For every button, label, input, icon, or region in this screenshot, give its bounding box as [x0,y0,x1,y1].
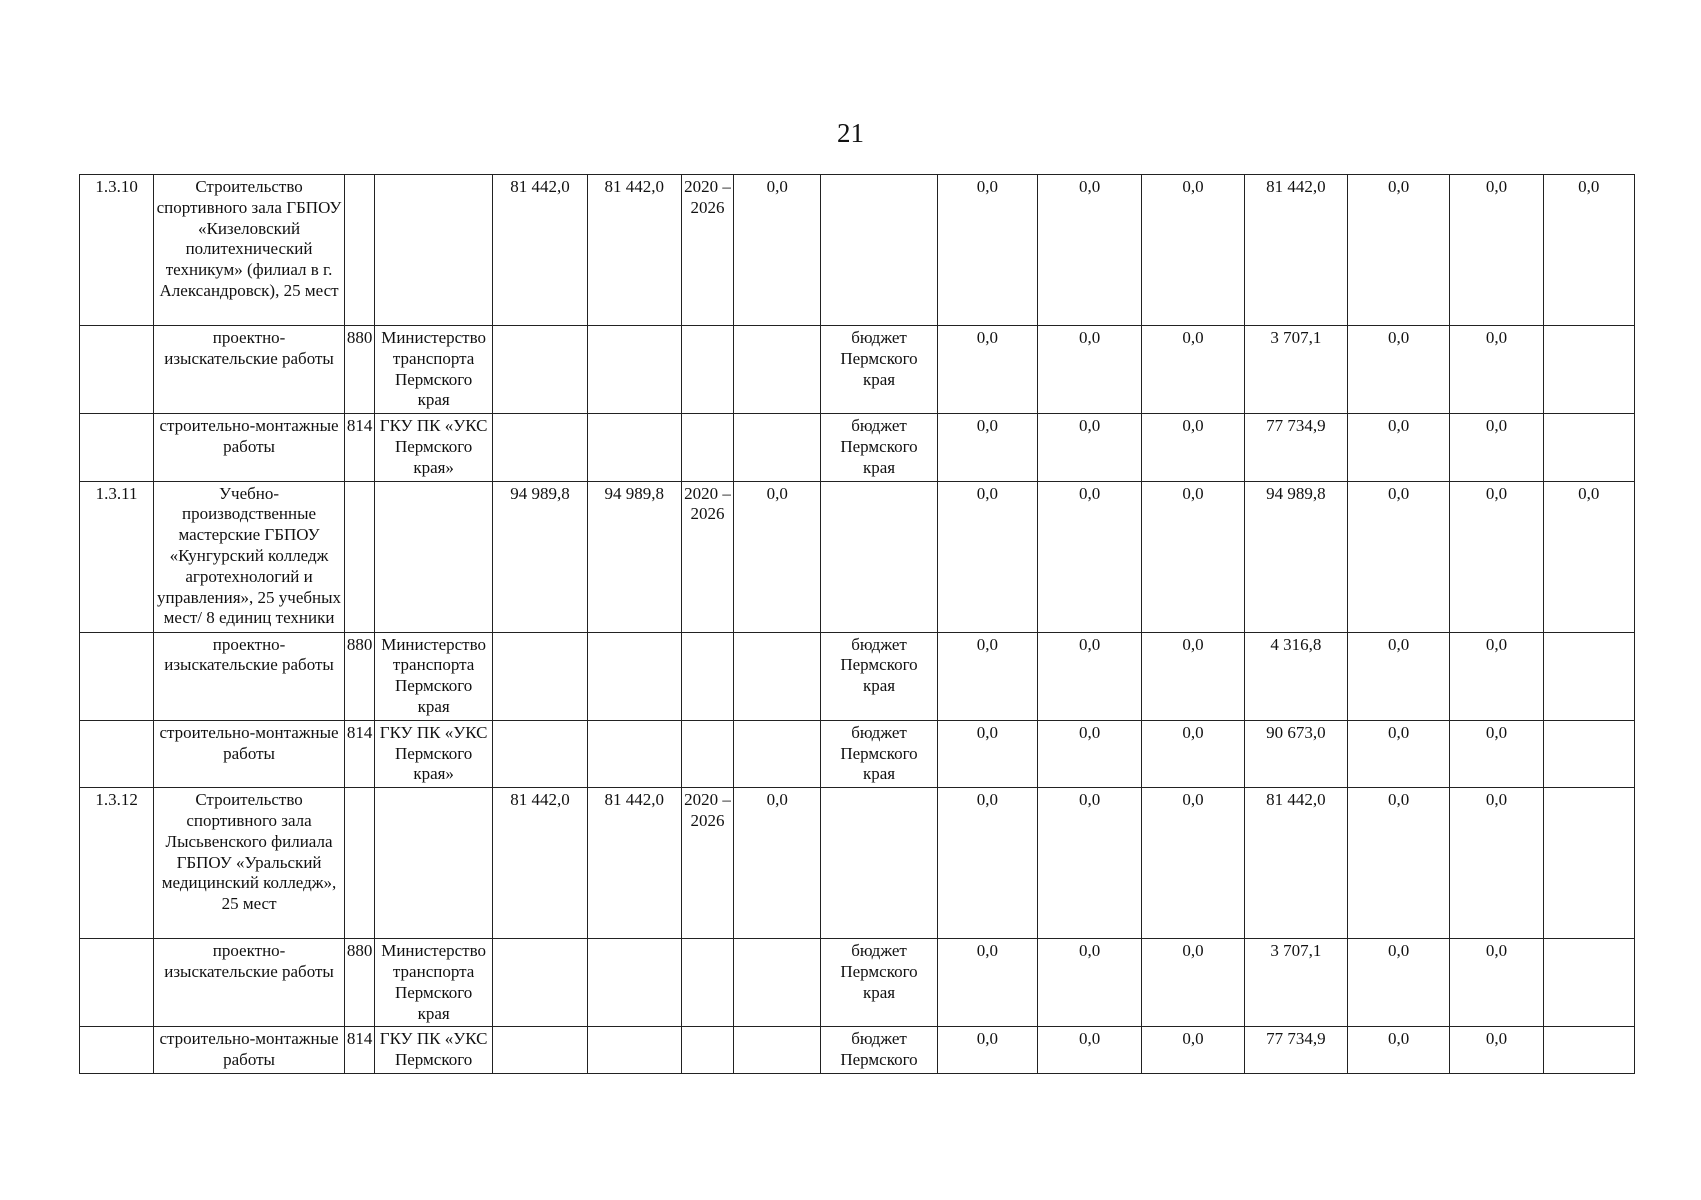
cell-source: бюджет Пермского края [821,632,937,720]
cell-v5: 81 442,0 [1244,175,1347,326]
cell-code: 1.3.12 [80,788,154,939]
cell-v6: 0,0 [1347,175,1449,326]
table-row [80,720,1635,787]
cell-remaining: 81 442,0 [587,788,681,939]
cell-v1 [734,326,821,414]
table-row [80,632,1635,720]
cell-v2: 0,0 [937,632,1037,720]
cell-v3: 0,0 [1038,788,1142,939]
cell-v4: 0,0 [1142,326,1244,414]
cell-v4: 0,0 [1142,632,1244,720]
cell-v5: 77 734,9 [1244,1027,1347,1074]
cell-v5: 81 442,0 [1244,788,1347,939]
cell-v6: 0,0 [1347,326,1449,414]
cell-code [80,939,154,1027]
cell-kbk: 814 [344,1027,374,1074]
cell-v4: 0,0 [1142,1027,1244,1074]
table-row [80,414,1635,481]
cell-v2: 0,0 [937,414,1037,481]
cell-v2: 0,0 [937,326,1037,414]
cell-v2: 0,0 [937,175,1037,326]
cell-name: Строительство спортивного зала Лысьвенского филиала ГБПОУ «Уральский медицинский колледж», 25 мест [154,788,345,939]
cell-period: 2020 – 2026 [681,481,733,632]
cell-remaining [587,939,681,1027]
cell-v3: 0,0 [1038,632,1142,720]
cell-executor: ГКУ ПК «УКС Пермского края» [374,720,492,787]
cell-name: строительно-монтажные работы [154,414,345,481]
cell-source: бюджет Пермского края [821,326,937,414]
cell-name: строительно-монтажные работы [154,1027,345,1074]
cell-v6: 0,0 [1347,939,1449,1027]
cell-kbk: 880 [344,632,374,720]
cell-period [681,414,733,481]
cell-v4: 0,0 [1142,481,1244,632]
cell-executor: ГКУ ПК «УКС Пермского [374,1027,492,1074]
table-row [80,1027,1635,1074]
cell-executor: Министерство транспорта Пермского края [374,939,492,1027]
cell-remaining [587,414,681,481]
cell-v4: 0,0 [1142,175,1244,326]
cell-v4: 0,0 [1142,788,1244,939]
cell-v7: 0,0 [1450,481,1543,632]
cell-cost [493,632,587,720]
cell-kbk: 880 [344,939,374,1027]
cell-v2: 0,0 [937,939,1037,1027]
cell-remaining [587,632,681,720]
cell-v7: 0,0 [1450,939,1543,1027]
cell-kbk [344,175,374,326]
cell-code [80,720,154,787]
cell-source [821,175,937,326]
cell-period [681,632,733,720]
cell-v6: 0,0 [1347,481,1449,632]
cell-name: проектно-изыскательские работы [154,326,345,414]
cell-kbk: 880 [344,326,374,414]
cell-remaining: 81 442,0 [587,175,681,326]
cell-v5: 3 707,1 [1244,939,1347,1027]
table-row [80,175,1635,326]
cell-v1: 0,0 [734,175,821,326]
cell-v2: 0,0 [937,481,1037,632]
cell-v3: 0,0 [1038,1027,1142,1074]
cell-v6: 0,0 [1347,414,1449,481]
cell-executor [374,788,492,939]
cell-v1 [734,632,821,720]
cell-v3: 0,0 [1038,326,1142,414]
cell-v5: 94 989,8 [1244,481,1347,632]
cell-code [80,632,154,720]
cell-v1 [734,414,821,481]
cell-cost: 81 442,0 [493,175,587,326]
cell-remaining [587,720,681,787]
cell-executor: Министерство транспорта Пермского края [374,326,492,414]
cell-v1: 0,0 [734,481,821,632]
cell-v5: 4 316,8 [1244,632,1347,720]
cell-name: Строительство спортивного зала ГБПОУ «Кизеловский политехнический техникум» (филиал в г. Александровск), 25 мест [154,175,345,326]
cell-source [821,481,937,632]
table-row [80,326,1635,414]
cell-cost [493,720,587,787]
cell-v8: 0,0 [1543,481,1634,632]
page-number: 21 [837,118,864,148]
cell-executor [374,175,492,326]
cell-code: 1.3.10 [80,175,154,326]
cell-v8: 0,0 [1543,175,1634,326]
cell-period [681,720,733,787]
budget-table [79,174,1635,1074]
cell-code [80,326,154,414]
cell-v7: 0,0 [1450,175,1543,326]
cell-v3: 0,0 [1038,175,1142,326]
cell-v7: 0,0 [1450,326,1543,414]
cell-code: 1.3.11 [80,481,154,632]
cell-kbk [344,788,374,939]
cell-period [681,326,733,414]
cell-v3: 0,0 [1038,720,1142,787]
table-row [80,788,1635,939]
cell-v3: 0,0 [1038,481,1142,632]
cell-v1: 0,0 [734,788,821,939]
cell-v3: 0,0 [1038,939,1142,1027]
cell-v1 [734,939,821,1027]
table-body [80,175,1635,1074]
cell-period: 2020 – 2026 [681,788,733,939]
cell-code [80,414,154,481]
cell-v7: 0,0 [1450,1027,1543,1074]
cell-remaining [587,1027,681,1074]
cell-name: строительно-монтажные работы [154,720,345,787]
cell-executor: Министерство транспорта Пермского края [374,632,492,720]
cell-period [681,1027,733,1074]
cell-v1 [734,720,821,787]
cell-v4: 0,0 [1142,939,1244,1027]
cell-v6: 0,0 [1347,788,1449,939]
table-row [80,481,1635,632]
cell-remaining: 94 989,8 [587,481,681,632]
cell-cost [493,326,587,414]
cell-v2: 0,0 [937,720,1037,787]
cell-v7: 0,0 [1450,720,1543,787]
cell-v8 [1543,632,1634,720]
cell-v4: 0,0 [1142,414,1244,481]
cell-v1 [734,1027,821,1074]
cell-source: бюджет Пермского [821,1027,937,1074]
cell-v8 [1543,1027,1634,1074]
cell-v7: 0,0 [1450,414,1543,481]
cell-executor [374,481,492,632]
cell-period [681,939,733,1027]
cell-v6: 0,0 [1347,720,1449,787]
cell-v5: 77 734,9 [1244,414,1347,481]
cell-v7: 0,0 [1450,632,1543,720]
cell-kbk: 814 [344,720,374,787]
cell-v8 [1543,788,1634,939]
cell-code [80,1027,154,1074]
cell-source: бюджет Пермского края [821,414,937,481]
cell-v5: 90 673,0 [1244,720,1347,787]
cell-kbk: 814 [344,414,374,481]
cell-source: бюджет Пермского края [821,720,937,787]
cell-v2: 0,0 [937,788,1037,939]
cell-name: Учебно-производственные мастерские ГБПОУ «Кунгурский колледж агротехнологий и управления», 25 учебных мест/ 8 единиц техники [154,481,345,632]
cell-v8 [1543,720,1634,787]
cell-v2: 0,0 [937,1027,1037,1074]
cell-v4: 0,0 [1142,720,1244,787]
cell-source: бюджет Пермского края [821,939,937,1027]
cell-cost [493,939,587,1027]
cell-name: проектно-изыскательские работы [154,939,345,1027]
cell-v6: 0,0 [1347,632,1449,720]
cell-cost: 94 989,8 [493,481,587,632]
cell-source [821,788,937,939]
table-row [80,939,1635,1027]
cell-cost [493,414,587,481]
cell-kbk [344,481,374,632]
cell-v3: 0,0 [1038,414,1142,481]
cell-v5: 3 707,1 [1244,326,1347,414]
cell-period: 2020 – 2026 [681,175,733,326]
cell-v8 [1543,939,1634,1027]
cell-v8 [1543,414,1634,481]
cell-v7: 0,0 [1450,788,1543,939]
cell-executor: ГКУ ПК «УКС Пермского края» [374,414,492,481]
cell-cost [493,1027,587,1074]
cell-remaining [587,326,681,414]
cell-v8 [1543,326,1634,414]
cell-v6: 0,0 [1347,1027,1449,1074]
cell-cost: 81 442,0 [493,788,587,939]
cell-name: проектно-изыскательские работы [154,632,345,720]
